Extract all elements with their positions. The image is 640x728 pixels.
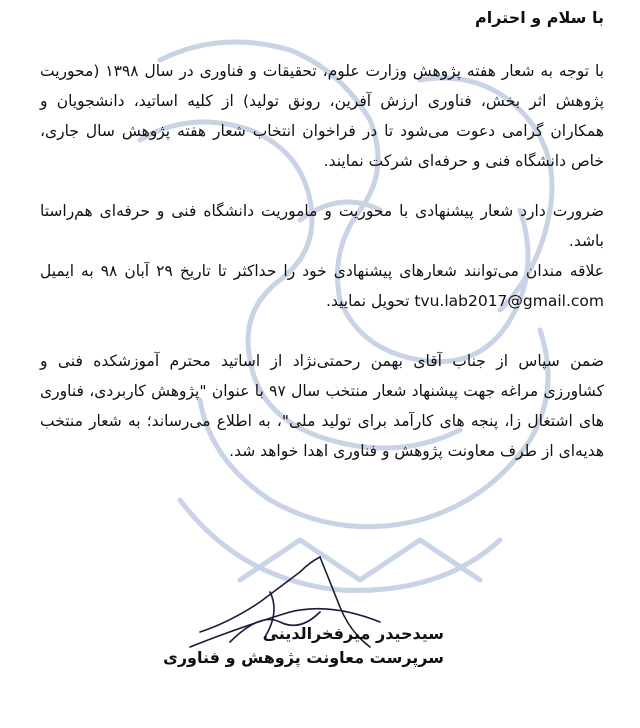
signer-block [163,622,444,670]
letter-paragraph-4: ضمن سپاس از جناب آقای بهمن رحمتی‌نژاد از اساتید محترم آموزشکده فنی و کشاورزی مراغه جهت پیشنهاد شعار منتخب سال ۹۷ با عنوان "پژوهش کاربردی، فناوری های اشتغال زا، پنجه های کارآمد برای تولید ملی"، به اطلاع می‌رساند؛ به شعار منتخب هدیه‌ای از طرف معاونت پژوهش و فناوری اهدا خواهد شد. [40,352,604,460]
signer-name: سیدحیدر میرفخرالدینی [262,624,444,643]
letter-paragraph-1: با توجه به شعار هفته پژوهش وزارت علوم، تحقیقات و فناوری در سال ۱۳۹۸ (محوریت پژوهش اثر بخش، فناوری ارزش آفرین، رونق تولید) از کلیه اساتید، دانشجویان و همکاران گرامی دعوت می‌شود تا در فراخوان انتخاب شعار هفته پژوهش سال جاری، خاص دانشگاه فنی و حرفه‌ای شرکت نمایند. [40,62,604,170]
letter-paragraph-2: ضرورت دارد شعار پیشنهادی با محوریت و ماموریت دانشگاه فنی و حرفه‌ای هم‌راستا باشد. [40,202,604,250]
letter-paragraph-3: علاقه مندان می‌توانند شعارهای پیشنهادی خود را حداکثر تا تاریخ ۲۹ آبان ۹۸ به ایمیل tvu.lab2017@gmail.com تحویل نمایید. [40,262,604,310]
signer-title: سرپرست معاونت پژوهش و فناوری [163,648,444,667]
letter-greeting: با سلام و احترام [475,8,604,27]
